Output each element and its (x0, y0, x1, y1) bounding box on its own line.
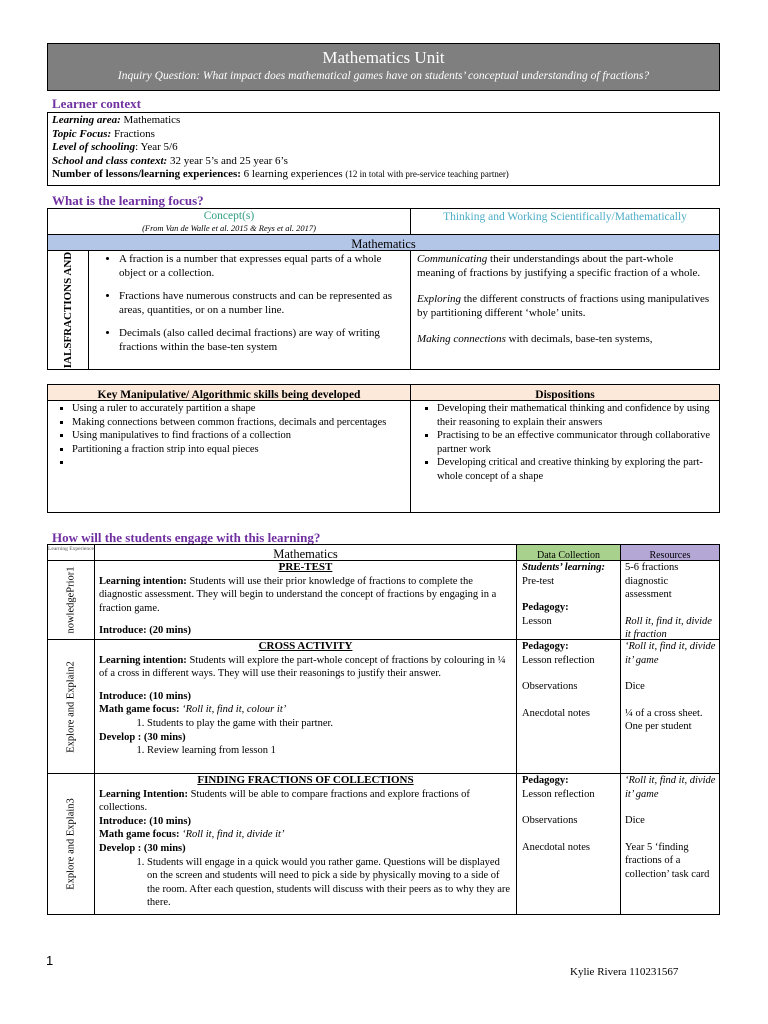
row3-introduce: Introduce: (10 mins) (99, 815, 191, 827)
row1-data-item: Pre-test (522, 575, 555, 587)
col-resources (620, 544, 720, 561)
lessons-value: 6 learning experiences (240, 168, 346, 180)
thinking-header (410, 208, 720, 235)
skill-item: ▪ Using manipulatives to find fractions of a collection (72, 429, 406, 443)
focus-side-label (47, 250, 89, 370)
learner-context-heading: Learner context (52, 96, 141, 111)
row1-side-text: nowledgePrior1 (65, 566, 77, 634)
thinking-verb: Making connections (417, 333, 506, 345)
row2-data-item: Lesson reflection (522, 654, 595, 666)
row2-data-item: Anecdotal notes (522, 707, 590, 719)
level-label: Level of schooling (52, 141, 136, 153)
row3-intent-label: Learning Intention: (99, 788, 188, 800)
thinking-text: with decimals, base-ten systems, (505, 333, 653, 345)
concepts-cell (88, 250, 411, 370)
row2-focus-label: Math game focus: (99, 704, 180, 716)
row3-data-item: Anecdotal notes (522, 841, 590, 853)
col-math-label: Mathematics (273, 547, 338, 561)
row3-res (620, 773, 720, 915)
col-learning-experience (47, 544, 95, 561)
disposition-item: ▪ Practising to be an effective communicator through collaborative partner work (437, 429, 713, 456)
row2-side-text: Explore and Explain2 (65, 660, 77, 753)
lessons-label: Number of lessons/learning experiences: (52, 168, 241, 180)
row2-res-item: Dice (625, 681, 645, 693)
row2-introduce: Introduce: (10 mins) (99, 690, 191, 702)
row1-res-item: Roll it, find it, divide it fraction (625, 615, 712, 640)
row2-step: 1. Students to play the game with their partner. (147, 717, 512, 731)
row3-res-item: Year 5 ‘finding fractions of a collection’ task card (625, 841, 710, 880)
dispositions-cell (410, 400, 720, 513)
concepts-source: (From Van de Walle et al. 2015 & Reys et al. 2017) (142, 223, 316, 233)
mathematics-band (47, 234, 720, 251)
topic-focus-value: Fractions (111, 127, 155, 140)
row3-step: 1. Students will engage in a quick would you rather game. Questions will be displayed on the screen and students will need to pick a side by physically moving to a side of the room. After each question, students will discuss with their peers as to why they are there. (147, 856, 512, 910)
row1-data-item: Pedagogy: (522, 602, 569, 614)
row1-math (94, 560, 517, 640)
row2-data-label: Pedagogy: (522, 641, 569, 652)
learning-area-label: Learning area: (52, 114, 121, 126)
level-value: : Year 5/6 (135, 141, 178, 153)
school-context-value: 32 year 5’s and 25 year 6’s (167, 154, 288, 167)
unit-title: Mathematics Unit (322, 48, 445, 67)
row2-data (516, 639, 621, 774)
row1-data (516, 560, 621, 640)
skill-item: ▪ Partitioning a fraction strip into equal pieces (72, 443, 406, 457)
inquiry-question: Inquiry Question: What impact does mathematical games have on students’ conceptual understanding of fractions? (117, 70, 650, 82)
thinking-verb: Exploring (417, 293, 461, 305)
row2-title: CROSS ACTIVITY (258, 640, 353, 652)
col-le-label: Learning Experience (48, 546, 94, 552)
row3-intent: Students will be able to compare fractions and explore fractions of collections. (99, 788, 470, 814)
col-res-label: Resources (649, 550, 691, 561)
skill-item (72, 456, 406, 470)
author-footer: Kylie Rivera 110231567 (570, 966, 679, 978)
row1-title: PRE-TEST (278, 561, 333, 573)
disposition-item: ▪ Developing their mathematical thinking and confidence by using their reasoning to explain their answers (437, 402, 713, 429)
row2-data-item: Observations (522, 681, 578, 693)
page-number: 1 (46, 953, 54, 968)
row3-data-label: Pedagogy: (522, 775, 569, 786)
row3-math (94, 773, 517, 915)
row2-step: 1. Review learning from lesson 1 (147, 744, 512, 758)
row3-side-text: Explore and Explain3 (65, 798, 77, 890)
dispositions-title: Dispositions (535, 389, 595, 401)
skill-item: ▪ Using a ruler to accurately partition a shape (72, 402, 406, 416)
row3-data-item: Lesson reflection (522, 788, 595, 800)
row3-side (47, 773, 95, 915)
learning-focus-heading: What is the learning focus? (52, 193, 204, 208)
concept-item: • Decimals (also called decimal fractions) are way of writing fractions within the base-ten system (119, 327, 406, 354)
row1-res-item: 5-6 fractions diagnostic assessment (625, 562, 679, 601)
row3-focus: ‘Roll it, find it, divide it’ (179, 829, 285, 841)
disposition-item: ▪ Developing critical and creative thinking by exploring the part-whole concept of a shape (437, 456, 713, 483)
skills-title: Key Manipulative/ Algorithmic skills being developed (97, 389, 361, 401)
row3-title: FINDING FRACTIONS OF COLLECTIONS (197, 774, 414, 786)
col-mathematics (94, 544, 517, 561)
topic-focus-label: Topic Focus: (52, 127, 112, 140)
row3-develop: Develop : (30 mins) (99, 842, 186, 854)
row3-res-item: Dice (625, 815, 645, 827)
engage-heading: How will the students engage with this learning? (52, 530, 321, 545)
row2-intent-label: Learning intention: (99, 654, 187, 666)
learner-context-box (47, 112, 720, 186)
thinking-text: their understandings about the part-whole meaning of fractions by justifying a specific fraction of a whole. (417, 253, 701, 279)
row3-data (516, 773, 621, 915)
row2-side (47, 639, 95, 774)
row2-res (620, 639, 720, 774)
row2-math (94, 639, 517, 774)
lessons-note: (12 in total with pre-service teaching partner) (345, 169, 509, 179)
dispositions-header (410, 384, 720, 401)
row2-focus: ‘Roll it, find it, colour it’ (179, 704, 287, 716)
concept-item: • Fractions have numerous constructs and can be represented as areas, quantities, or on a number line. (119, 290, 406, 317)
row3-focus-label: Math game focus: (99, 829, 180, 841)
thinking-text: the different constructs of fractions using manipulatives by partitioning different ‘whole’ units. (417, 293, 710, 319)
row2-intent: Students will explore the part-whole concept of fractions by colouring in ¼ of a cross in different ways. They will use their reasonings to justify their answer. (99, 654, 506, 680)
row3-res-item: ‘Roll it, find it, divide it’ game (625, 775, 716, 800)
row2-res-item: ¼ of a cross sheet. One per student (625, 707, 703, 733)
thinking-verb: Communicating (417, 253, 488, 265)
row2-res-item: ‘Roll it, find it, divide it’ game (625, 641, 716, 666)
skills-cell (47, 400, 411, 513)
thinking-cell (410, 250, 720, 370)
unit-title-bar (47, 43, 720, 91)
skill-item: ▪ Making connections between common fractions, decimals and percentages (72, 416, 406, 430)
row1-side (47, 560, 95, 640)
thinking-title: Thinking and Working Scientifically/Mathematically (443, 211, 687, 223)
row2-develop: Develop : (30 mins) (99, 731, 186, 743)
school-context-label: School and class context: (52, 154, 168, 167)
row1-res (620, 560, 720, 640)
focus-side-text: IALSFRACTIONS AND (62, 251, 74, 369)
concepts-header (47, 208, 411, 235)
concept-item: • A fraction is a number that expresses equal parts of a whole object or a collection. (119, 253, 406, 280)
row1-intent-label: Learning intention: (99, 575, 187, 587)
row1-introduce: Introduce: (20 mins) (99, 625, 191, 637)
row1-data-item: Lesson (522, 615, 552, 627)
col-data-label: Data Collection (536, 550, 601, 561)
col-data-collection (516, 544, 621, 561)
skills-header (47, 384, 411, 401)
concepts-title: Concept(s) (203, 210, 255, 222)
row3-data-item: Observations (522, 815, 578, 827)
learning-area-value: Mathematics (120, 114, 181, 126)
row1-intent: Students will use their prior knowledge of fractions to complete the diagnostic assessment. They will begin to understand the concept of fractions by engaging in a fraction game. (99, 575, 497, 614)
mathematics-band-label: Mathematics (351, 237, 416, 251)
row1-data-label: Students’ learning: (522, 562, 605, 573)
